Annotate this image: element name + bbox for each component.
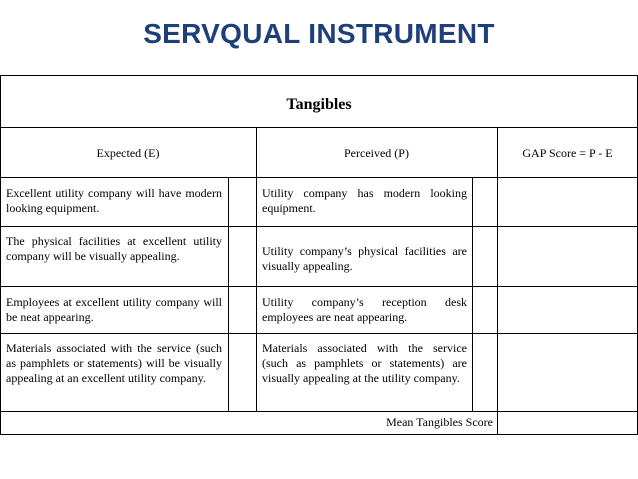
- row-2-expected: The physical facilities at excellent utility company will be visually appealing.: [6, 234, 222, 263]
- rule-row-4: [0, 411, 638, 412]
- row-4-perceived: Materials associated with the service (such as pamphlets or statements) are visually appealing at the utility company.: [262, 341, 467, 385]
- rule-row-3: [0, 333, 638, 334]
- table-border-bottom: [0, 434, 638, 435]
- header-expected: Expected (E): [96, 146, 160, 160]
- rule-row-1: [0, 226, 638, 227]
- table-border-top: [0, 75, 638, 76]
- rule-below-section: [0, 127, 638, 128]
- score-box-perceived-left: [472, 177, 473, 412]
- row-1-perceived: Utility company has modern looking equipment.: [262, 186, 467, 215]
- score-box-expected-left: [228, 177, 229, 412]
- mean-score-label: Mean Tangibles Score: [386, 415, 493, 429]
- header-perceived: Perceived (P): [344, 146, 409, 160]
- rule-row-2: [0, 286, 638, 287]
- row-3-perceived: Utility company’s reception desk employees are neat appearing.: [262, 295, 467, 324]
- col-divider-expected: [256, 127, 257, 412]
- row-3-expected: Employees at excellent utility company will be neat appearing.: [6, 295, 222, 324]
- table-border-left: [0, 75, 1, 435]
- row-2-perceived: Utility company’s physical facilities are visually appealing.: [262, 244, 467, 273]
- rule-below-headers: [0, 177, 638, 178]
- section-title: Tangibles: [286, 96, 352, 113]
- header-gap: GAP Score = P - E: [522, 146, 613, 160]
- row-4-expected: Materials associated with the service (such as pamphlets or statements) will be visually appealing at an excellent utility company.: [6, 341, 222, 385]
- page-title: SERVQUAL INSTRUMENT: [143, 18, 495, 49]
- row-1-expected: Excellent utility company will have modern looking equipment.: [6, 186, 222, 215]
- col-divider-perceived: [497, 127, 498, 435]
